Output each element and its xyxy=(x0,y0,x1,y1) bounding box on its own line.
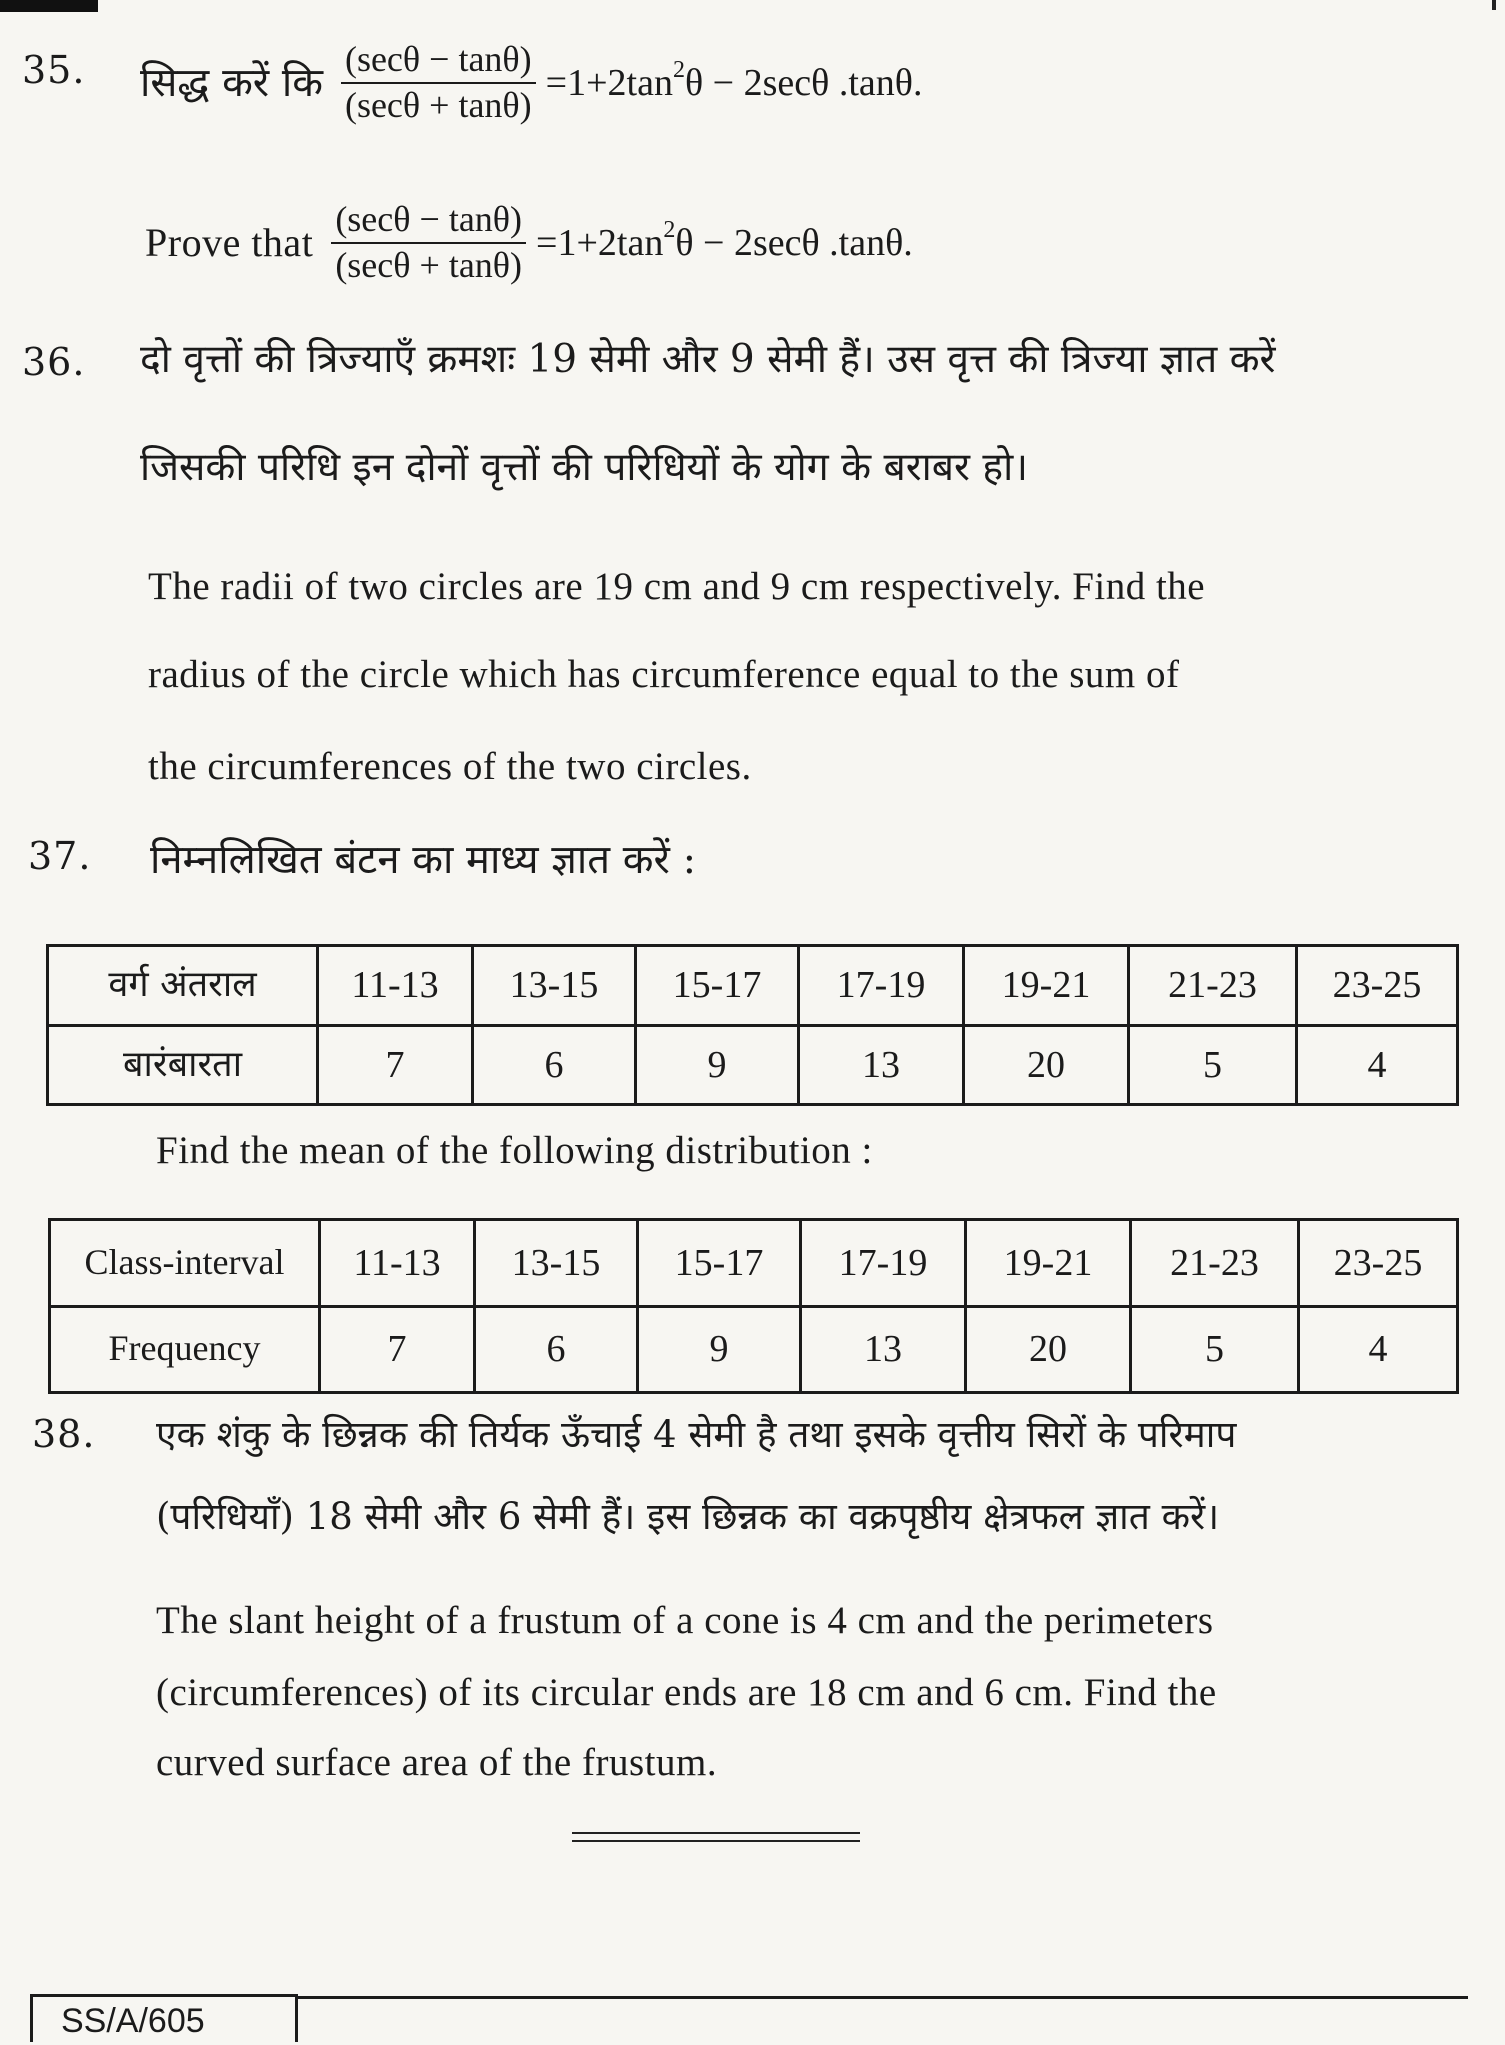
rhs-end: θ − 2secθ .tanθ. xyxy=(684,61,923,104)
distribution-table-english xyxy=(48,1218,1459,1394)
rhs-end: θ − 2secθ .tanθ. xyxy=(675,221,913,264)
fraction-numerator: (secθ − tanθ) xyxy=(341,40,536,84)
question-36-english-line2: radius of the circle which has circumference equal to the sum of xyxy=(148,653,1180,696)
frequency-cell: 7 xyxy=(320,1306,475,1393)
fraction-denominator: (secθ + tanθ) xyxy=(344,84,532,125)
interval-cell: 19-21 xyxy=(966,1220,1131,1307)
frequency-cell: 13 xyxy=(801,1306,966,1393)
frequency-cell: 9 xyxy=(638,1306,801,1393)
question-38-number: 38. xyxy=(32,1412,96,1456)
question-35-fraction-hindi xyxy=(341,40,536,125)
frequency-cell: 20 xyxy=(964,1025,1129,1105)
question-38-hindi-line1: एक शंकु के छिन्नक की तिर्यक ऊँचाई 4 सेमी है तथा इसके वृत्तीय सिरों के परिमाप xyxy=(156,1413,1237,1456)
question-35-fraction-english xyxy=(331,200,526,285)
frequency-cell: 13 xyxy=(799,1025,964,1105)
interval-cell: 17-19 xyxy=(801,1220,966,1307)
frequency-cell: 9 xyxy=(636,1025,799,1105)
interval-cell: 17-19 xyxy=(799,946,964,1026)
frequency-cell: 6 xyxy=(473,1025,636,1105)
question-35-hindi-lead: सिद्ध करें कि xyxy=(140,59,323,106)
question-35-english-statement xyxy=(145,200,913,285)
interval-cell: 19-21 xyxy=(964,946,1129,1026)
frequency-cell: 6 xyxy=(475,1306,638,1393)
row-label-frequency: बारंबारता xyxy=(48,1025,318,1105)
interval-cell: 15-17 xyxy=(636,946,799,1026)
question-37-hindi-text: निम्नलिखित बंटन का माध्य ज्ञात करें : xyxy=(150,837,697,883)
interval-cell: 11-13 xyxy=(320,1220,475,1307)
interval-cell: 13-15 xyxy=(475,1220,638,1307)
frequency-cell: 5 xyxy=(1131,1306,1299,1393)
frequency-cell: 5 xyxy=(1129,1025,1297,1105)
question-36-hindi-line2: जिसकी परिधि इन दोनों वृत्तों की परिधियों के योग के बराबर हो। xyxy=(140,445,1028,490)
interval-cell: 21-23 xyxy=(1129,946,1297,1026)
table-row-class-interval xyxy=(50,1220,1458,1307)
interval-cell: 15-17 xyxy=(638,1220,801,1307)
footer-rule xyxy=(298,1996,1468,1999)
interval-cell: 23-25 xyxy=(1297,946,1458,1026)
top-edge-mark xyxy=(0,0,98,12)
question-35-english-lead: Prove that xyxy=(145,220,314,266)
question-35-hindi-statement xyxy=(140,40,922,125)
frequency-cell: 4 xyxy=(1297,1025,1458,1105)
question-36-english-line1: The radii of two circles are 19 cm and 9 cm respectively. Find the xyxy=(148,565,1206,608)
row-label-class-interval: Class-interval xyxy=(50,1220,320,1307)
question-35-number: 35. xyxy=(22,48,86,92)
question-38-english-line1: The slant height of a frustum of a cone is 4 cm and the perimeters xyxy=(156,1599,1214,1642)
interval-cell: 13-15 xyxy=(473,946,636,1026)
question-38-hindi-line2: (परिधियाँ) 18 सेमी और 6 सेमी हैं। इस छिन्नक का वक्रपृष्ठीय क्षेत्रफल ज्ञात करें। xyxy=(156,1495,1220,1538)
question-37-english-text: Find the mean of the following distribution : xyxy=(156,1129,873,1172)
table-row-frequency xyxy=(48,1025,1458,1105)
question-35-rhs xyxy=(536,216,913,265)
frequency-cell: 4 xyxy=(1299,1306,1458,1393)
table-row-class-interval xyxy=(48,946,1458,1026)
section-end-rule xyxy=(572,1832,860,1834)
rhs-exponent: 2 xyxy=(672,56,685,83)
interval-cell: 23-25 xyxy=(1299,1220,1458,1307)
question-37-number: 37. xyxy=(28,834,92,878)
distribution-table-hindi xyxy=(46,944,1459,1106)
section-end-rule xyxy=(572,1840,860,1842)
row-label-class-interval: वर्ग अंतराल xyxy=(48,946,318,1026)
question-36-number: 36. xyxy=(22,340,86,384)
rhs-start: =1+2tan xyxy=(536,221,664,264)
fraction-denominator: (secθ + tanθ) xyxy=(335,244,523,285)
paper-code-box xyxy=(30,1994,298,2042)
rhs-exponent: 2 xyxy=(663,216,676,243)
paper-code: SS/A/605 xyxy=(61,2002,205,2040)
fraction-numerator: (secθ − tanθ) xyxy=(331,200,526,244)
question-38-english-line3: curved surface area of the frustum. xyxy=(156,1741,718,1784)
interval-cell: 21-23 xyxy=(1131,1220,1299,1307)
question-36-hindi-line1: दो वृत्तों की त्रिज्याएँ क्रमशः 19 सेमी और 9 सेमी हैं। उस वृत्त की त्रिज्या ज्ञात करें xyxy=(140,337,1276,382)
interval-cell: 11-13 xyxy=(318,946,473,1026)
frequency-cell: 20 xyxy=(966,1306,1131,1393)
top-corner-tick xyxy=(1492,0,1496,10)
question-35-rhs xyxy=(545,56,923,105)
question-36-english-line3: the circumferences of the two circles. xyxy=(148,745,752,788)
table-row-frequency xyxy=(50,1306,1458,1393)
question-38-english-line2: (circumferences) of its circular ends are 18 cm and 6 cm. Find the xyxy=(156,1671,1217,1714)
frequency-cell: 7 xyxy=(318,1025,473,1105)
row-label-frequency: Frequency xyxy=(50,1306,320,1393)
rhs-start: =1+2tan xyxy=(545,61,673,104)
